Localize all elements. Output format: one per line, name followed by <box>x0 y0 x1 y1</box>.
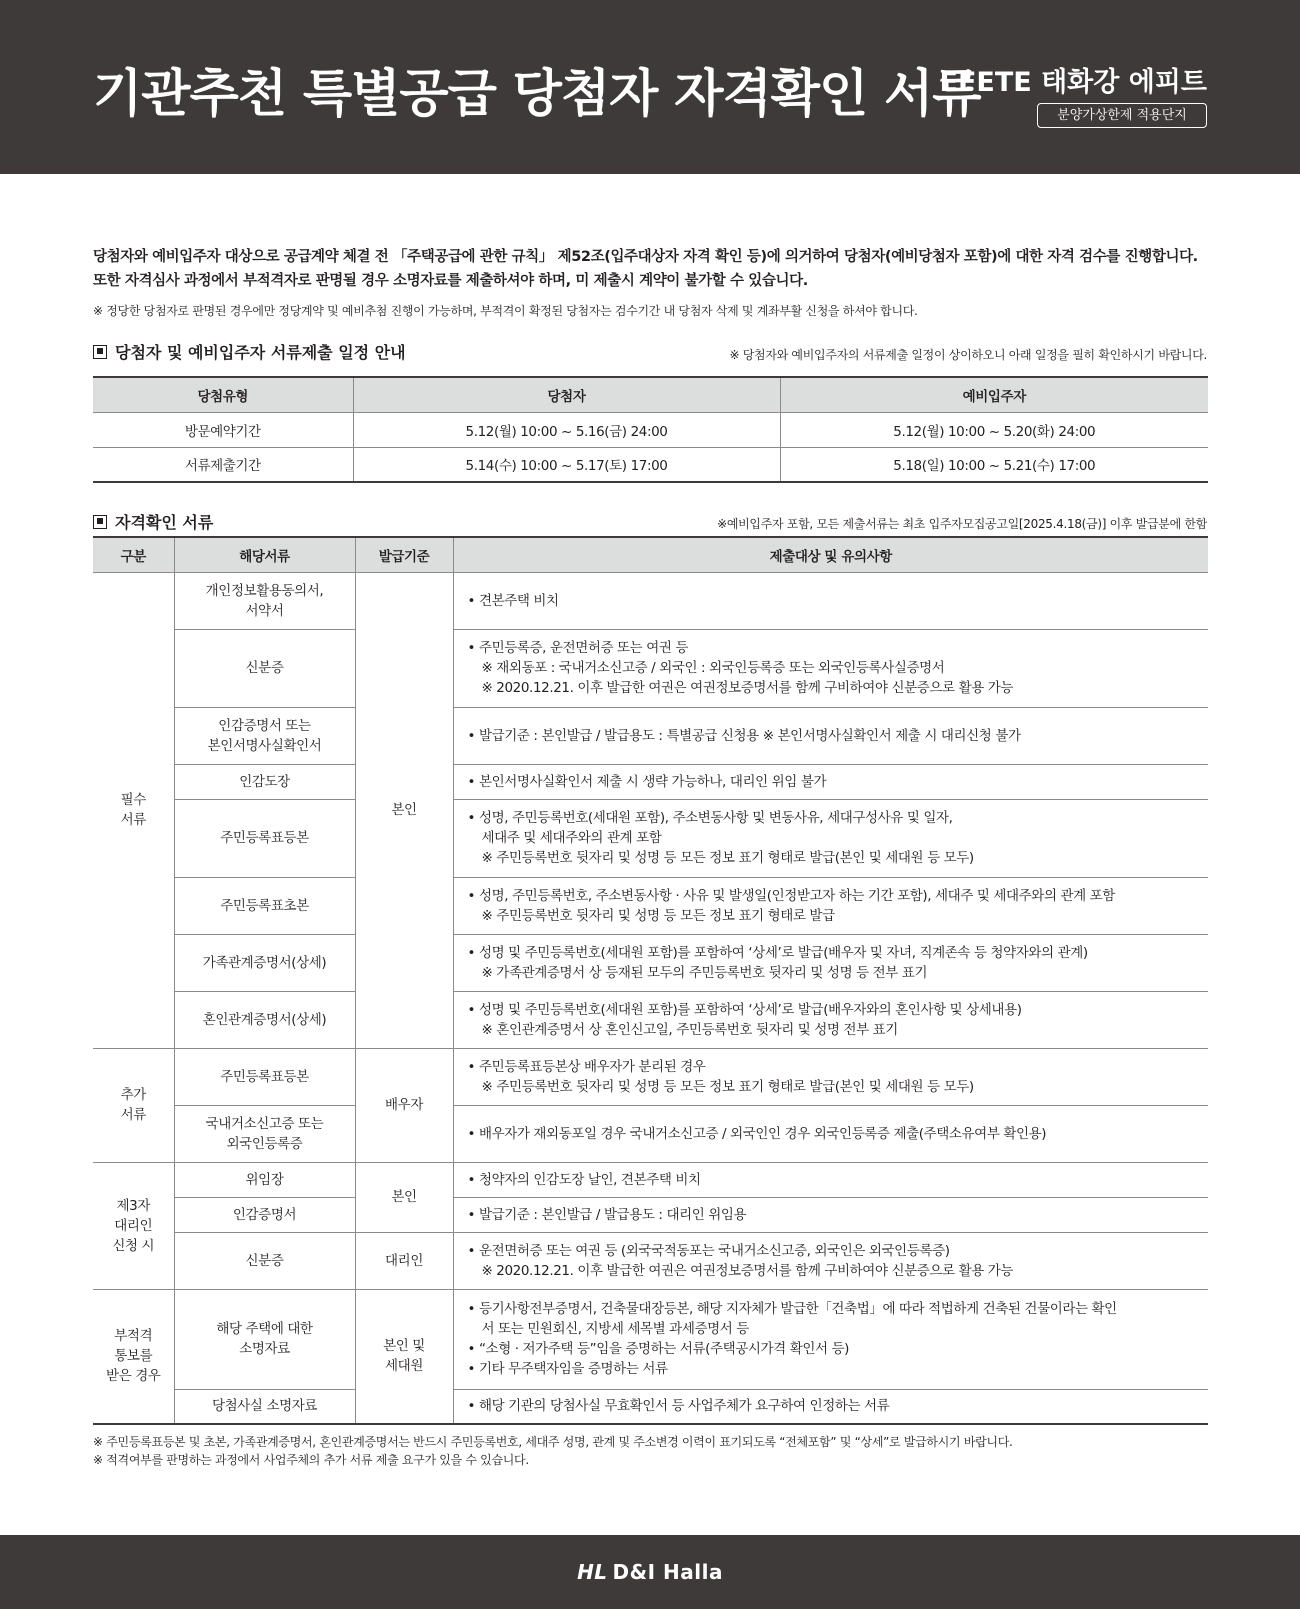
document-name-cell: 혼인관계증명서(상세) <box>174 991 355 1048</box>
schedule-header-winner: 당첨자 <box>353 377 780 412</box>
notes-line: • “소형 · 저가주택 등”임을 증명하는 서류(주택공시가격 확인서 등) <box>467 1341 850 1357</box>
document-name-cell: 주민등록표등본 <box>174 1048 355 1105</box>
notes-cell <box>453 991 1208 1048</box>
notes-line: • 주민등록표등본상 배우자가 분리된 경우 <box>467 1058 706 1075</box>
notes-line: ※ 주민등록번호 뒷자리 및 성명 등 모든 정보 표기 형태로 발급 <box>481 907 835 924</box>
schedule-cell: 5.12(월) 10:00 ~ 5.16(금) 24:00 <box>353 412 780 447</box>
notes-line: ※ 주민등록번호 뒷자리 및 성명 등 모든 정보 표기 형태로 발급(본인 및 세대원 등 모두) <box>481 850 974 866</box>
schedule-section-title <box>93 340 406 363</box>
document-name-cell: 주민등록표초본 <box>174 877 355 934</box>
table-row <box>93 764 1208 799</box>
document-name-cell: 신분증 <box>174 1232 355 1289</box>
docs-header-category: 구분 <box>93 537 174 572</box>
notes-cell <box>453 934 1208 991</box>
table-row <box>93 447 1208 482</box>
notes-line: ※ 2020.12.21. 이후 발급한 여권은 여권정보증명서를 함께 구비하여야 신분증으로 활용 가능 <box>481 1262 1014 1279</box>
issuer-cell: 배우자 <box>355 1048 453 1162</box>
page-title: 기관추천 특별공급 당첨자 자격확인 서류 <box>93 65 981 124</box>
docs-header-row <box>93 537 1208 572</box>
notes-cell <box>453 629 1208 707</box>
schedule-cell: 5.18(일) 10:00 ~ 5.21(수) 17:00 <box>780 447 1208 482</box>
category-cell: 부적격 통보를 받은 경우 <box>93 1289 174 1424</box>
notes-line: • 성명, 주민등록번호, 주소변동사항 · 사유 및 발생일(인정받고자 하는 기간 포함), 세대주 및 세대주와의 관계 포함 <box>467 887 1115 904</box>
document-name-cell: 인감도장 <box>174 764 355 799</box>
category-cell: 필수 서류 <box>93 572 174 1048</box>
category-cell: 제3자 대리인 신청 시 <box>93 1162 174 1289</box>
notes-cell <box>453 1197 1208 1232</box>
schedule-header-row <box>93 377 1208 412</box>
notes-cell <box>453 764 1208 799</box>
notes-line: • 성명, 주민등록번호(세대원 포함), 주소변동사항 및 변동사유, 세대구성사유 및 일자, <box>467 810 953 826</box>
notes-cell <box>453 1389 1208 1424</box>
document-name-cell: 해당 주택에 대한 소명자료 <box>174 1289 355 1389</box>
logo-mark: HL <box>577 1560 608 1584</box>
document-name-cell: 신분증 <box>174 629 355 707</box>
logo-text: D&I Halla <box>612 1560 723 1584</box>
document-name-cell: 인감증명서 또는 본인서명사실확인서 <box>174 707 355 764</box>
table-row <box>93 1048 1208 1105</box>
notes-line: • 발급기준 : 본인발급 / 발급용도 : 대리인 위임용 <box>467 1206 747 1223</box>
schedule-cell: 5.14(수) 10:00 ~ 5.17(토) 17:00 <box>353 447 780 482</box>
notes-line: • 견본주택 비치 <box>467 592 559 609</box>
notes-cell <box>453 1162 1208 1197</box>
notes-line: ※ 가족관계증명서 상 등재된 모두의 주민등록번호 뒷자리 및 성명 등 전부 표기 <box>481 964 928 981</box>
notes-line: • 주민등록증, 운전면허증 또는 여권 등 <box>467 640 689 656</box>
issuer-cell: 본인 <box>355 1162 453 1232</box>
document-name-cell: 국내거소신고증 또는 외국인등록증 <box>174 1105 355 1162</box>
document-name-cell: 가족관계증명서(상세) <box>174 934 355 991</box>
notes-line: • 성명 및 주민등록번호(세대원 포함)를 포함하여 ‘상세’로 발급(배우자와의 혼인사항 및 상세내용) <box>467 1001 1022 1018</box>
intro-line-1: 당첨자와 예비입주자 대상으로 공급계약 체결 전 「주택공급에 관한 규칙」 제52조(입주대상자 자격 확인 등)에 의거하여 당첨자(예비당첨자 포함)에 대한 자격 검수를 진행합니다. <box>93 249 1198 265</box>
notes-line: ※ 재외동포 : 국내거소신고증 / 외국인 : 외국인등록증 또는 외국인등록사실증명서 <box>481 660 945 676</box>
intro-text <box>93 245 1208 293</box>
issuer-cell: 대리인 <box>355 1232 453 1289</box>
notes-line: ※ 주민등록번호 뒷자리 및 성명 등 모든 정보 표기 형태로 발급(본인 및 세대원 등 모두) <box>481 1078 974 1095</box>
schedule-note: ※ 당첨자와 예비입주자의 서류제출 일정이 상이하오니 아래 일정을 필히 확인하시기 바랍니다. <box>729 348 1207 362</box>
schedule-table <box>93 376 1208 483</box>
notes-line: • 기타 무주택자임을 증명하는 서류 <box>467 1361 668 1377</box>
table-row <box>93 572 1208 629</box>
table-row <box>93 707 1208 764</box>
table-row <box>93 799 1208 877</box>
notes-line: • 본인서명사실확인서 제출 시 생략 가능하나, 대리인 위임 불가 <box>467 773 827 790</box>
document-name-cell: 위임장 <box>174 1162 355 1197</box>
page-header <box>0 0 1300 174</box>
square-bullet-icon <box>93 345 107 359</box>
square-bullet-icon <box>93 515 107 529</box>
issuer-cell: 본인 및 세대원 <box>355 1289 453 1424</box>
document-name-cell: 개인정보활용동의서, 서약서 <box>174 572 355 629</box>
brand-name: EFETE 태화강 에피트 <box>939 67 1207 98</box>
notes-cell <box>453 877 1208 934</box>
notes-line: ※ 2020.12.21. 이후 발급한 여권은 여권정보증명서를 함께 구비하여야 신분증으로 활용 가능 <box>481 680 1014 696</box>
table-row <box>93 1232 1208 1289</box>
schedule-title-text: 당첨자 및 예비입주자 서류제출 일정 안내 <box>115 343 406 362</box>
issuer-cell: 본인 <box>355 572 453 1048</box>
docs-header-notes: 제출대상 및 유의사항 <box>453 537 1208 572</box>
notes-line: • 해당 기관의 당첨사실 무효확인서 등 사업주체가 요구하여 인정하는 서류 <box>467 1398 890 1415</box>
table-row <box>93 991 1208 1048</box>
schedule-header-reserve: 예비입주자 <box>780 377 1208 412</box>
notes-line: • 청약자의 인감도장 날인, 견본주택 비치 <box>467 1171 701 1188</box>
footnotes <box>93 1433 1013 1469</box>
table-row <box>93 412 1208 447</box>
schedule-header-type: 당첨유형 <box>93 377 353 412</box>
docs-section-title <box>93 510 213 533</box>
notes-cell <box>453 1232 1208 1289</box>
notes-line: • 운전면허증 또는 여권 등 (외국국적동포는 국내거소신고증, 외국인은 외국인등록증) <box>467 1242 950 1259</box>
intro-line-2: 또한 자격심사 과정에서 부적격자로 판명될 경우 소명자료를 제출하셔야 하며, 미 제출시 계약이 불가할 수 있습니다. <box>93 273 808 289</box>
brand-badge: 분양가상한제 적용단지 <box>1037 103 1207 128</box>
schedule-cell: 서류제출기간 <box>93 447 353 482</box>
docs-header-issuer: 발급기준 <box>355 537 453 572</box>
table-row <box>93 1105 1208 1162</box>
notes-line: • 등기사항전부증명서, 건축물대장등본, 해당 지자체가 발급한「건축법」에 따라 적법하게 건축된 건물이라는 확인 <box>467 1301 1117 1317</box>
documents-table <box>93 536 1208 1425</box>
notes-cell <box>453 707 1208 764</box>
document-name-cell: 당첨사실 소명자료 <box>174 1389 355 1424</box>
notes-line: • 배우자가 재외동포일 경우 국내거소신고증 / 외국인인 경우 외국인등록증 제출(주택소유여부 확인용) <box>467 1125 1047 1142</box>
category-cell: 추가 서류 <box>93 1048 174 1162</box>
notes-line: • 발급기준 : 본인발급 / 발급용도 : 특별공급 신청용 ※ 본인서명사실확인서 제출 시 대리신청 불가 <box>467 727 1021 744</box>
docs-title-text: 자격확인 서류 <box>115 513 214 532</box>
company-logo <box>577 1560 723 1584</box>
notes-line: 서 또는 민원회신, 지방세 세목별 과세증명서 등 <box>481 1321 749 1337</box>
table-row <box>93 629 1208 707</box>
schedule-cell: 방문예약기간 <box>93 412 353 447</box>
notes-line: • 성명 및 주민등록번호(세대원 포함)를 포함하여 ‘상세’로 발급(배우자 및 자녀, 직계존속 등 청약자와의 관계) <box>467 944 1088 961</box>
notes-cell <box>453 799 1208 877</box>
notes-cell <box>453 572 1208 629</box>
schedule-cell: 5.12(월) 10:00 ~ 5.20(화) 24:00 <box>780 412 1208 447</box>
intro-note: ※ 정당한 당첨자로 판명된 경우에만 정당계약 및 예비추첨 진행이 가능하며, 부적격이 확정된 당첨자는 검수기간 내 당첨자 삭제 및 계좌부활 신청을 하셔야 합니다. <box>93 304 918 318</box>
footnote-line-1: ※ 주민등록표등본 및 초본, 가족관계증명서, 혼인관계증명서는 반드시 주민등록번호, 세대주 성명, 관계 및 주소변경 이력이 표기되도록 “전체포함” 및 “상세”로 발급하시기 바랍니다. <box>93 1435 1013 1449</box>
table-row <box>93 1389 1208 1424</box>
table-row <box>93 1289 1208 1389</box>
table-row <box>93 1197 1208 1232</box>
table-row <box>93 934 1208 991</box>
docs-header-document: 해당서류 <box>174 537 355 572</box>
table-row <box>93 1162 1208 1197</box>
table-row <box>93 877 1208 934</box>
page-footer <box>0 1535 1300 1609</box>
notes-cell <box>453 1105 1208 1162</box>
document-name-cell: 주민등록표등본 <box>174 799 355 877</box>
notes-line: ※ 혼인관계증명서 상 혼인신고일, 주민등록번호 뒷자리 및 성명 전부 표기 <box>481 1021 898 1038</box>
docs-note: ※예비입주자 포함, 모든 제출서류는 최초 입주자모집공고일[2025.4.18(금)] 이후 발급분에 한함 <box>717 517 1207 531</box>
notes-cell <box>453 1289 1208 1389</box>
notes-cell <box>453 1048 1208 1105</box>
document-name-cell: 인감증명서 <box>174 1197 355 1232</box>
footnote-line-2: ※ 적격여부를 판명하는 과정에서 사업주체의 추가 서류 제출 요구가 있을 수 있습니다. <box>93 1453 529 1467</box>
notes-line: 세대주 및 세대주와의 관계 포함 <box>481 830 662 846</box>
